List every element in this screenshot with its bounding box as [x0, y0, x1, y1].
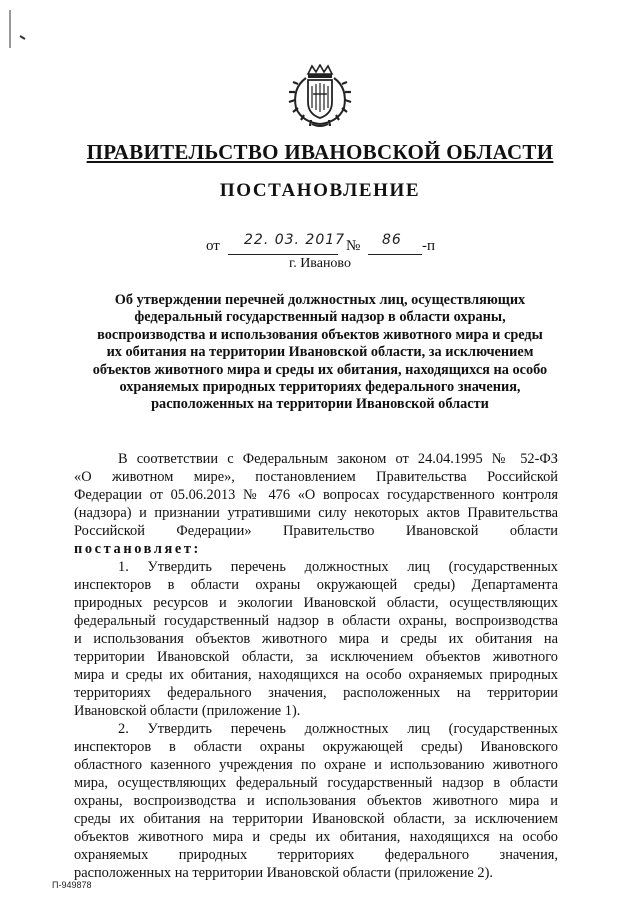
- number-underline: [368, 254, 422, 255]
- subject-line: федеральный государственный надзор в области охраны,: [134, 309, 506, 326]
- margin-mark-icon: [8, 8, 26, 68]
- clause-2-line: 2. Утвердить перечень должностных лиц (государственных: [118, 721, 558, 737]
- body-line: Российской Федерации» Правительство Ивановской области: [74, 523, 558, 539]
- clause-2-line: инспекторов в области охраны окружающей среды) Ивановского: [74, 739, 558, 755]
- number-suffix: -п: [422, 238, 436, 254]
- government-title: ПРАВИТЕЛЬСТВО ИВАНОВСКОЙ ОБЛАСТИ: [86, 140, 554, 164]
- clause-2-line: расположенных на территории Ивановской области (приложение 2).: [74, 865, 493, 881]
- body-line: (надзора) и признании утратившими силу некоторых актов Правительства: [74, 505, 558, 521]
- clause-2-line: среды их обитания на территории Ивановской области, за исключением: [74, 811, 558, 827]
- clause-1-line: 1. Утвердить перечень должностных лиц (государственных: [118, 559, 558, 575]
- clause-1-line: территории Ивановской области, за исключением объектов животного: [74, 649, 558, 665]
- body-line: «О животном мире», постановлением Правительства Российской: [74, 469, 558, 485]
- coat-of-arms-icon: [286, 64, 354, 130]
- clause-2-line: мира, осуществляющих федеральный государственный надзор в области: [74, 775, 558, 791]
- date-prefix: от: [206, 238, 220, 254]
- document-type-heading: ПОСТАНОВЛЕНИЕ: [219, 180, 421, 201]
- body-line: В соответствии с Федеральным законом от 24.04.1995 № 52-ФЗ: [118, 451, 558, 467]
- subject-line: Об утверждении перечней должностных лиц, осуществляющих: [114, 292, 526, 308]
- document-code: П-949878: [52, 880, 92, 890]
- clause-2-line: объектов животного мира и среды их обитания, находящихся на особо: [74, 829, 558, 845]
- subject-line: расположенных на территории Ивановской области: [151, 396, 489, 413]
- resolution-word: постановляет:: [74, 541, 201, 557]
- handwritten-date: 22. 03. 2017: [244, 232, 346, 248]
- clause-1-line: природных ресурсов и экологии Ивановской области, осуществляющих: [74, 595, 558, 611]
- clause-1-line: и использования объектов животного мира и среды их обитания на: [74, 631, 558, 647]
- subject-line: охраняемых природных территориях федерального значения,: [119, 379, 521, 396]
- subject-line: их обитания на территории Ивановской области, за исключением: [106, 344, 534, 361]
- clause-1-line: мира и среды их обитания, находящихся на особо охраняемых природных: [74, 667, 558, 683]
- clause-1-line: территориях федерального значения, расположенных на территории: [74, 685, 558, 701]
- clause-2-line: областного казенного учреждения по охране и использованию животного: [74, 757, 558, 773]
- clause-1-line: федеральный государственный надзор в области охраны, воспроизводства: [74, 613, 558, 629]
- clause-1-line: инспекторов в области охраны окружающей среды) Департамента: [74, 577, 558, 593]
- document-subject: [80, 292, 560, 414]
- document-body: [74, 450, 558, 882]
- subject-line: воспроизводства и использования объектов животного мира и среды: [97, 326, 543, 343]
- handwritten-number: 86: [382, 232, 402, 248]
- number-sign: №: [346, 238, 361, 254]
- clause-2-line: охраняемых природных территориях федерального значения,: [74, 847, 558, 863]
- body-line: Федерации от 05.06.2013 № 476 «О вопросах государственного контроля: [74, 487, 558, 503]
- clause-1-line: Ивановской области (приложение 1).: [74, 703, 301, 719]
- subject-line: объектов животного мира и среды их обитания, находящихся на особо: [92, 361, 548, 378]
- date-underline: [228, 254, 338, 255]
- clause-2-line: охраны, воспроизводства и использования объектов животного мира и: [74, 793, 558, 809]
- city-name: г. Иваново: [289, 256, 351, 271]
- date-number-line: [200, 234, 460, 256]
